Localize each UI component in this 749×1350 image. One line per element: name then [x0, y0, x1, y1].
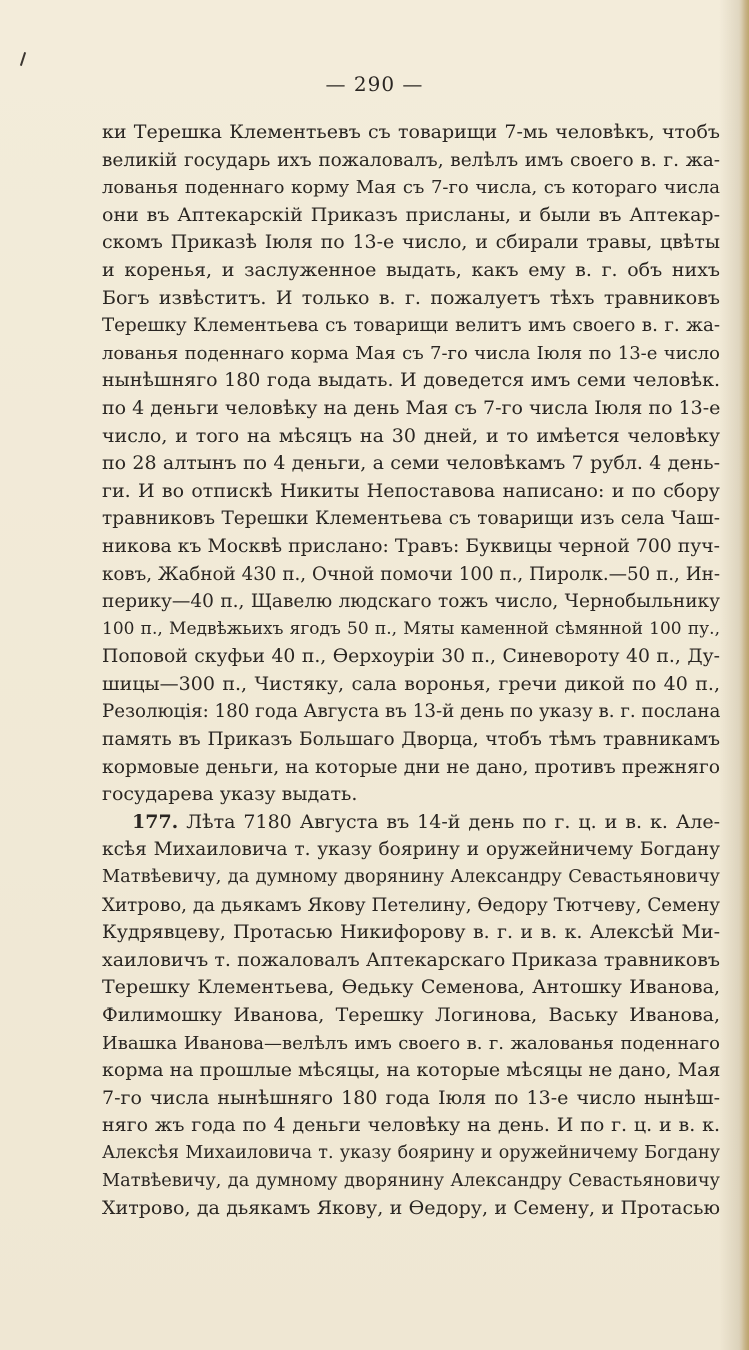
body-text — [102, 119, 720, 1223]
text-line: по 28 алтынъ по 4 деньги, а семи человѣкамъ 7 рубл. 4 день- — [102, 452, 720, 475]
text-line-first — [102, 809, 720, 837]
text-line: ксѣя Михаиловича т. указу боярину и оружейничему Богдану — [102, 839, 720, 861]
text-line: лованья поденнаго корму Мая съ 7-го числа, съ котораго числа — [102, 177, 720, 199]
page-number: — 290 — — [325, 72, 424, 96]
paragraph-continuation — [102, 119, 720, 809]
text-line: Алексѣя Михаиловича т. указу боярину и оружейничему Богдану — [102, 1142, 720, 1163]
paragraph-number: 177. — [132, 810, 179, 833]
text-line: 7-го числа нынѣшняго 180 года Іюля по 13-е число нынѣш- — [102, 1086, 720, 1109]
text-line: Терешку Клементьева съ товарищи велитъ имъ своего в. г. жа- — [102, 315, 720, 337]
text-line: по 4 деньги человѣку на день Мая съ 7-го числа Іюля по 13-е — [102, 396, 720, 419]
text-line: никова къ Москвѣ прислано: Травъ: Буквицы черной 700 пуч- — [102, 535, 720, 557]
text-line: корма на прошлые мѣсяцы, на которые мѣсяцы не дано, Мая — [102, 1059, 720, 1082]
text-line: Филимошку Иванова, Терешку Логинова, Ваську Иванова, — [102, 1004, 720, 1026]
text-line: перику—40 п., Щавелю людскаго тожъ число, Чернобыльнику — [102, 591, 720, 613]
paragraph-177 — [102, 809, 720, 1223]
text-line: Ивашка Иванова—велѣлъ имъ своего в. г. жалованья поденнаго — [102, 1032, 720, 1054]
text-line: и коренья, и заслуженное выдать, какъ ему в. г. объ нихъ — [102, 258, 720, 281]
text-line: 100 п., Медвѣжьихъ ягодъ 50 п., Мяты каменной сѣмянной 100 пу., — [102, 618, 720, 639]
text-line: лованья поденнаго корма Мая съ 7-го числа Іюля по 13-е число — [102, 342, 720, 364]
text-line-content: Лѣта 7180 Августа въ 14-й день по г. ц. и в. к. Але- — [186, 810, 720, 833]
text-line: Матвѣевичу, да думному дворянину Александру Севастьяновичу — [102, 1170, 720, 1191]
text-line: ги. И во отпискѣ Никиты Непоставова написано: и по сбору — [102, 479, 720, 502]
text-line: государева указу выдать. — [102, 783, 358, 806]
text-line: великій государь ихъ пожаловалъ, велѣлъ имъ своего в. г. жа- — [102, 149, 720, 171]
text-line: травниковъ Терешки Клементьева съ товарищи изъ села Чаш- — [102, 508, 720, 530]
text-line: ковъ, Жабной 430 п., Очной помочи 100 п., Пиролк.—50 п., Ин- — [102, 563, 720, 585]
text-line: хаиловичъ т. пожаловалъ Аптекарскаго Приказа травниковъ — [102, 948, 720, 971]
text-line: Кудрявцеву, Протасью Никифорову в. г. и в. к. Алексѣй Ми- — [102, 921, 720, 944]
page-edge-shadow — [739, 0, 749, 1350]
text-line: Хитрово, да дьякамъ Якову Петелину, Ѳедору Тютчеву, Семену — [102, 894, 720, 916]
text-line: Поповой скуфьи 40 п., Ѳерхоуріи 30 п., Синевороту 40 п., Ду- — [102, 646, 720, 668]
text-line: нынѣшняго 180 года выдать. И доведется имъ семи человѣк. — [102, 369, 720, 392]
text-line: Терешку Клементьева, Ѳедьку Семенова, Антошку Иванова, — [102, 976, 720, 999]
margin-mark — [20, 52, 26, 66]
text-line: число, и того на мѣсяцъ на 30 дней, и то имѣется человѣку — [102, 424, 720, 447]
text-line: они въ Аптекарскій Приказъ присланы, и были въ Аптекар- — [102, 203, 720, 226]
text-line: шицы—300 п., Чистяку, сала воронья, гречи дикой по 40 п., — [102, 672, 720, 695]
text-line: Матвѣевичу, да думному дворянину Александру Севастьяновичу — [102, 867, 720, 888]
text-line: скомъ Приказѣ Іюля по 13-е число, и сбирали травы, цвѣты — [102, 231, 720, 254]
text-line: Хитрово, да дьякамъ Якову, и Ѳедору, и Семену, и Протасью — [102, 1197, 720, 1220]
text-line: ки Терешка Клементьевъ съ товарищи 7-мь человѣкъ, чтобъ — [102, 121, 720, 143]
text-line: Богъ извѣститъ. И только в. г. пожалуетъ тѣхъ травниковъ — [102, 286, 720, 309]
text-line: няго жъ года по 4 деньги человѣку на день. И по г. ц. и в. к. — [102, 1114, 720, 1137]
text-line: кормовые деньги, на которые дни не дано, противъ прежняго — [102, 756, 720, 778]
text-line: Резолюція: 180 года Августа въ 13-й день по указу в. г. послана — [102, 701, 720, 723]
text-line: память въ Приказъ Большаго Дворца, чтобъ тѣмъ травникамъ — [102, 729, 720, 751]
